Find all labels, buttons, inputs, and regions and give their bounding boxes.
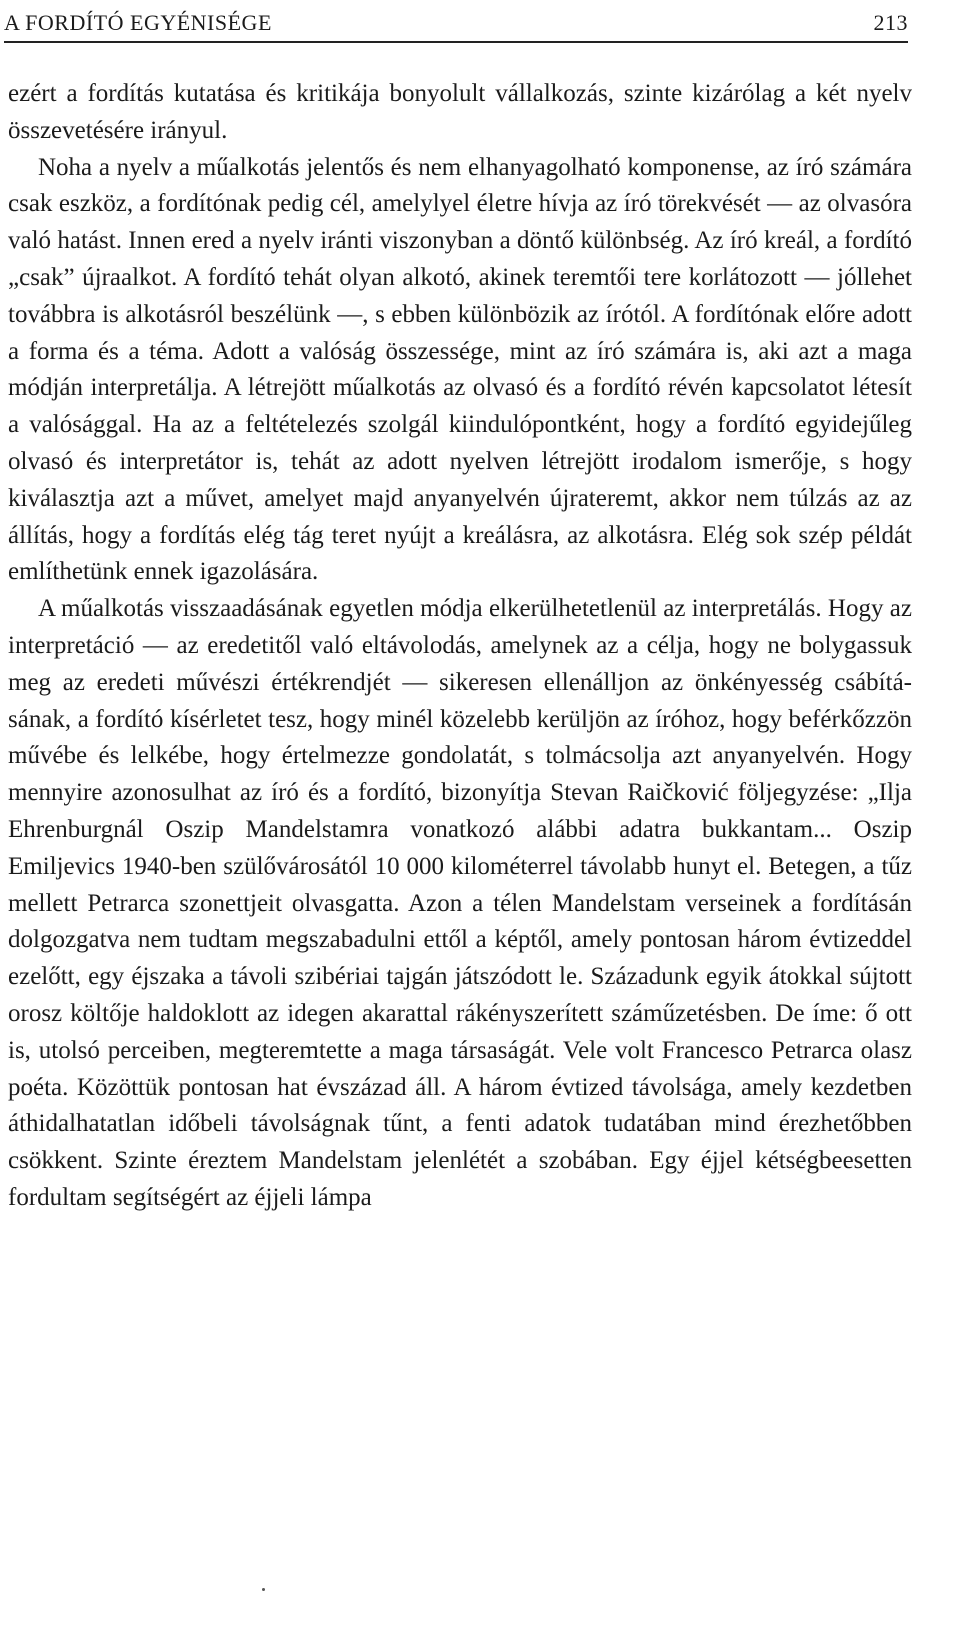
- paragraph-translator-role: Noha a nyelv a műalkotás jelentős és nem elhanyagolható komponense, az író számára csak eszköz, a fordítónak pedig cél, amelylyel életre hívja az író törekvését — az olvasóra való hatást. Innen ered a nyelv iránti viszonyban a döntő különbség. Az író kreál, a fordító „csak” újraalkot. A fordító tehát olyan alkotó, akinek teremtői tere korlátozott — jóllehet továbbra is alkotásról beszélünk —, s ebben különbözik az írótól. A fordítónak előre adott a forma és a téma. Adott a valóság összessége, mint az író számára is, aki azt a maga módján interpretálja. A létrejött műalkotás az olvasó és a fordító révén kapcsolatot létesít a valósággal. Ha az a feltételezés szolgál kiindulópontként, hogy a fordító egyidejűleg olvasó és interpretátor is, tehát az adott nyelven létrejött irodalom ismerője, s hogy kiválasztja azt a művet, amelyet majd anyanyelvén újrateremt, akkor nem túlzás az az állítás, hogy a fordítás elég tág teret nyújt a kreálásra, az alkotásra. Elég sok szép példát említhetünk ennek igazolására.: [8, 153, 912, 586]
- paragraph-interpretation: A műalkotás visszaadásának egyetlen módja elkerülhetetlenül az interpretálás. Hogy az interpretáció — az eredetitől való eltávolodás, amelynek az a célja, hogy ne bolygassuk meg az eredeti művészi értékrendjét — sikeresen ellenálljon az önkényesség csábításának, a fordító kísérletet tesz, hogy minél közelebb kerüljön az íróhoz, hogy beférkőzzön művébe és lelkébe, hogy értelmezze gondolatát, s tolmácsolja azt anyanyelvén. Hogy mennyire azonosulhat az író és a fordító, bizonyítja Stevan Raičković följegyzése: „Ilja Ehrenburgnál Oszip Mandelstamra vonatkozó alábbi adatra bukkantam... Oszip Emiljevics 1940-ben szülővárosától 10 000 kilométerrel távolabb hunyt el. Betegen, a tűz mellett Petrarca szonettjeit olvasgatta. Azon a télen Mandelstam verseinek a fordításán dolgozgatva nem tudtam megszabadulni ettől a képtől, amely pontosan három évtizeddel ezelőtt, egy éjszaka a távoli szibériai tajgán játszódott le. Századunk egyik átokkal sújtott orosz költője haldoklott az idegen akarattal rákényszerített száműzetésben. De íme: ő ott is, utolsó perceiben, megteremtette a maga társaságát. Vele volt Francesco Petrarca olasz poéta. Közöttük pontosan hat évszázad áll. A három évtized távolsága, amely kezdetben áthidalhatatlan időbeli távolságnak tűnt, a fenti adatok tudatában mind érezhetőbben csökkent. Szinte éreztem Mandelstam jelenlétét a szobában. Egy éjjel kétségbeesetten fordultam segítségért az éjjeli lámpa: [8, 595, 912, 1211]
- paragraph-continuation: ezért a fordítás kutatása és kritikája bonyolult vállalkozás, szinte kizárólag a két nyelv összevetésére irányul.: [8, 80, 912, 144]
- page-number: 213: [873, 10, 908, 35]
- running-head: [4, 4, 908, 36]
- body-text: [8, 76, 912, 1217]
- header-rule: [4, 41, 908, 43]
- running-title: A FORDÍTÓ EGYÉNISÉGE: [4, 10, 272, 35]
- print-speck: [262, 1588, 265, 1591]
